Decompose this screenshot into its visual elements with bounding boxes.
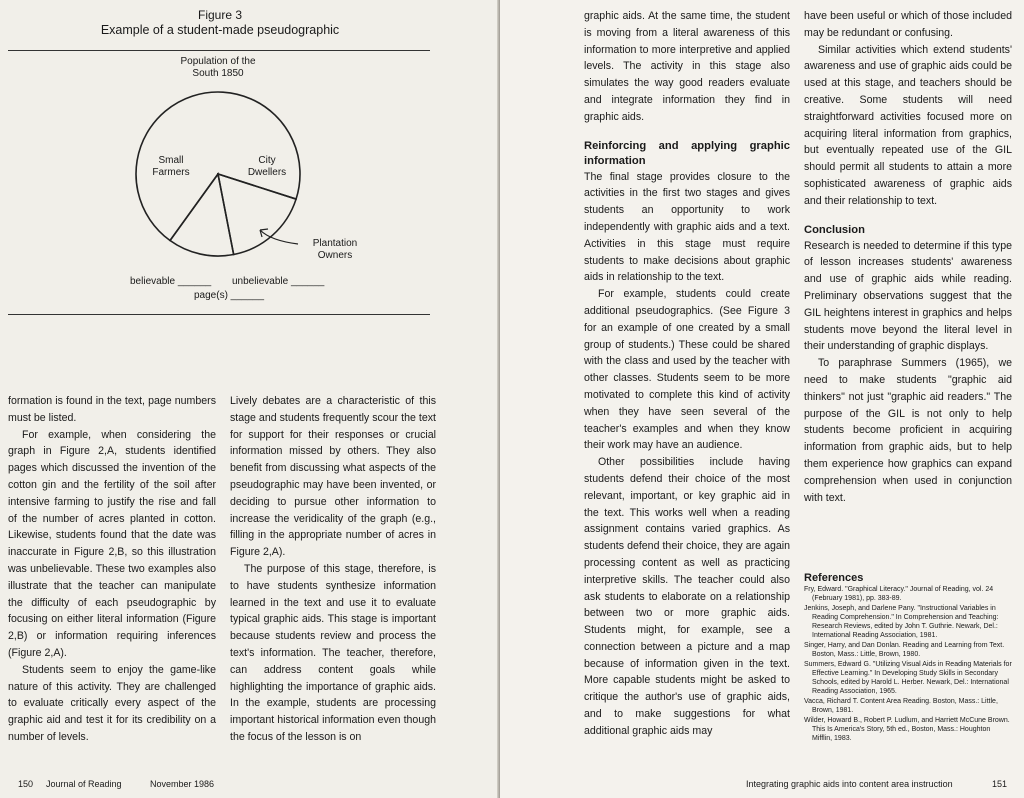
- slice-label-city-dwellers: City Dwellers: [247, 155, 287, 178]
- pages-line: page(s) ______: [194, 290, 265, 301]
- left-column-1: [8, 393, 216, 746]
- paragraph: Other possibilities include having students defend their choice of the most relevant, important, or key graphic aid in the text. This works well when a reading assignment contains varied graphics. As students defend their choice, they are again processing content as well as practicing interpretive skills. The teacher could also ask students to elaborate on a relationship between two or more graphic aids. Students might, for example, see a connection between a picture and a map because of information given in the text. More capable students might be asked to critique the author's use of graphic aids, and to make suggestions for what additional graphic aids may: [584, 456, 790, 737]
- references-heading: References: [804, 572, 864, 584]
- reference-item: Summers, Edward G. "Utilizing Visual Aids in Reading Materials for Effective Learning." In Developing Study Skills in Secondary Schools, edited by Harold L. Herber. Newark, Del.: International Reading Association, 1965.: [804, 661, 1012, 695]
- plantation-arrow: [260, 229, 298, 244]
- page-number-left: 150: [18, 779, 34, 789]
- figure-top-rule: [8, 50, 430, 51]
- right-page: [500, 0, 1024, 798]
- figure-bottom-rule: [8, 314, 430, 315]
- left-column-2: [230, 393, 436, 746]
- reference-item: Wilder, Howard B., Robert P. Ludlum, and Harriett McCune Brown. This Is America's Story, 5th ed., Boston, Mass.: Houghton Mifflin, 1983.: [804, 717, 1010, 742]
- paragraph: Similar activities which extend students' awareness and use of graphic aids could be used at this stage, and teachers should be creative. Some students will need straightforward activities focused more on acquiring literal information from graphics, but eventually repeated use of the GIL should permit all students to attain a more sophisticated awareness of graphic aids and their relationship to text.: [804, 43, 1012, 207]
- paragraph: Lively debates are a characteristic of this stage and students frequently scour the text for support for their responses or crucial information missed by others. They also benefit from discussing what aspects of the pseudographic may have been invented, or deciding to pursue other information to increase the veridicality of the graph (e.g., filling in the appropriate number of acres in Figure 2,A).: [230, 395, 436, 559]
- pie-title: Population of the South 1850: [180, 56, 256, 79]
- paragraph: formation is found in the text, page numbers must be listed.: [8, 395, 216, 424]
- pie-slice-plantation-owners: [170, 174, 234, 256]
- issue-date: November 1986: [150, 779, 215, 789]
- section-heading-reinforcing: Reinforcing and applying graphic information: [584, 139, 790, 167]
- pie-slice-city-dwellers: [218, 174, 296, 254]
- paragraph: The final stage provides closure to the activities in the first two stages and gives students an opportunity to work independently with graphic aids and a text. Activities in this stage must require students to make decisions about graphic aids in relationship to the text.: [584, 170, 790, 284]
- paragraph: Students seem to enjoy the game-like nature of this activity. They are challenged to evaluate critically every aspect of the graphic aid and test it for its credibility on a number of levels.: [8, 663, 216, 743]
- figure-number: Figure 3: [197, 8, 243, 22]
- figure-caption: Example of a student-made pseudographic: [100, 23, 340, 37]
- journal-name: Journal of Reading: [46, 779, 122, 789]
- left-page: [0, 0, 500, 798]
- paragraph: The purpose of this stage, therefore, is to have students synthesize information learned in the text and use it to evaluate typical graphic aids. This stage is important because students review and process the text's information. The teacher, therefore, can address content goals while highlighting the importance of graphic aids. In the example, students are processing important historical information even though the focus of the lesson is on: [230, 562, 436, 743]
- paragraph: To paraphrase Summers (1965), we need to make students "graphic aid thinkers" not just "graphic aid readers." The purpose of the GIL is not only to help students become proficient in acquiring information from graphic aids, but to help them experience how graphics can expand comprehension when used in conjunction with text.: [804, 357, 1012, 504]
- reference-item: Vacca, Richard T. Content Area Reading. Boston, Mass.: Little, Brown, 1981.: [804, 698, 998, 714]
- slice-label-plantation-owners: Plantation Owners: [312, 238, 358, 261]
- paragraph: Research is needed to determine if this type of lesson increases students' awareness and use of graphic aids while reading. Preliminary observations suggest that the GIL heightens interest in graphics and helps students move beyond the literal level in their understanding of graphic displays.: [804, 239, 1012, 353]
- paragraph: For example, when considering the graph in Figure 2,A, students identified pages which discussed the invention of the cotton gin and the fertility of the soil after intensive farming to justify the rise and fall of the number of acres planted in cotton. Likewise, students found that the date was inaccurate in Figure 2,B, so this illustration was unbelievable. These two examples also illustrate that the teacher can manipulate the difficulty of each pseudographic by focusing on either literal information (Figure 2,B) or information requiring inferences (Figure 2,A).: [8, 428, 216, 659]
- unbelievable-option: unbelievable ______: [232, 276, 325, 287]
- believable-option: believable ______: [130, 276, 212, 287]
- paragraph: graphic aids. At the same time, the student is moving from a literal awareness of this information to more interpretive and applied levels. The activity in this stage also simulates the way good readers evaluate and integrate information they find in graphic aids.: [584, 10, 790, 123]
- page-number-right: 151: [992, 779, 1008, 789]
- right-column-2: [804, 8, 1012, 506]
- pie-figure: [100, 52, 400, 302]
- reference-item: Jenkins, Joseph, and Darlene Pany. "Instructional Variables in Reading Comprehension." In Comprehension and Teaching: Research Reviews, edited by John T. Guthrie. Newark, Del.: International Reading Association, 1981.: [804, 605, 999, 639]
- slice-label-small-farmers: Small Farmers: [152, 155, 190, 178]
- reference-item: Singer, Harry, and Dan Donlan. Reading and Learning from Text. Boston, Mass.: Little, Brown, 1980.: [804, 642, 1005, 658]
- references: [804, 572, 1012, 744]
- reference-item: Fry, Edward. "Graphical Literacy." Journal of Reading, vol. 24 (February 1981), pp. 383-89.: [804, 586, 994, 602]
- running-title: Integrating graphic aids into content area instruction: [746, 779, 953, 789]
- section-heading-conclusion: Conclusion: [804, 223, 865, 236]
- paragraph: have been useful or which of those included may be redundant or confusing.: [804, 10, 1012, 39]
- paragraph: For example, students could create additional pseudographics. (See Figure 3 for an example of one created by a small group of students.) These could be shared with the class and used by the teacher with other classes. Students seem to be more motivated to complete this kind of activity when they have seen several of the teacher's examples and when they know their work may have an audience.: [584, 288, 790, 452]
- right-column-1: [584, 8, 790, 740]
